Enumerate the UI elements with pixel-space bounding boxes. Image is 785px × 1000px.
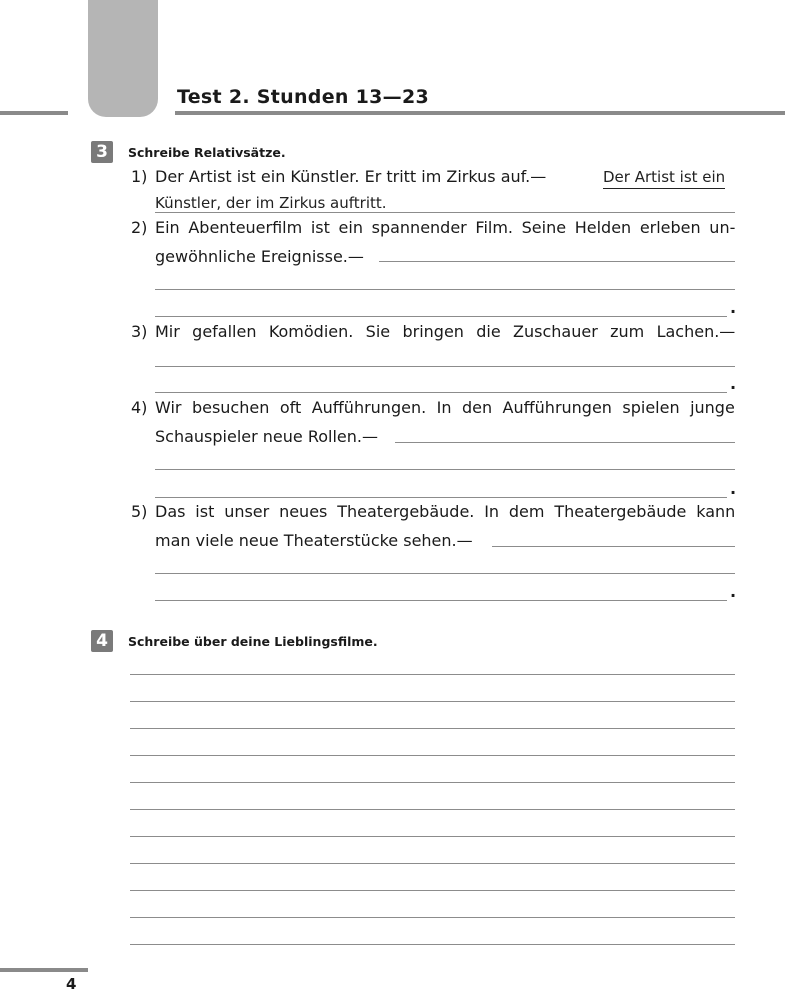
item-5-text-line2: man viele neue Theaterstücke sehen.—	[155, 531, 473, 550]
task-3-instruction: Schreibe Relativsätze.	[128, 145, 286, 160]
page-number: 4	[66, 975, 77, 993]
task-3-number: 3	[91, 141, 113, 163]
answer-line[interactable]	[155, 316, 727, 317]
answer-line[interactable]	[155, 212, 735, 213]
item-5-number: 5)	[131, 502, 148, 521]
item-4-text-line1: Wir besuchen oft Aufführungen. In den Aufführungen spielen junge	[155, 398, 735, 417]
answer-line[interactable]	[155, 469, 735, 470]
writing-line[interactable]	[130, 782, 735, 783]
writing-line[interactable]	[130, 701, 735, 702]
task-4-instruction: Schreibe über deine Lieblingsfilme.	[128, 634, 378, 649]
answer-line[interactable]	[395, 442, 735, 443]
header-tab	[88, 0, 158, 117]
header-rule-left	[0, 111, 68, 115]
writing-line[interactable]	[130, 890, 735, 891]
header-rule-right	[175, 111, 785, 115]
item-5-period: .	[730, 582, 737, 601]
item-1-number: 1)	[131, 167, 148, 186]
writing-line[interactable]	[130, 917, 735, 918]
answer-line[interactable]	[155, 600, 727, 601]
task-4-number: 4	[91, 630, 113, 652]
item-3-number: 3)	[131, 322, 148, 341]
answer-line[interactable]	[155, 289, 735, 290]
page-title: Test 2. Stunden 13—23	[177, 86, 430, 108]
writing-line[interactable]	[130, 944, 735, 945]
item-3-text: Mir gefallen Komödien. Sie bringen die Zuschauer zum Lachen.—	[155, 322, 736, 341]
item-5-text-line1: Das ist unser neues Theatergebäude. In dem Theatergebäude kann	[155, 502, 736, 521]
answer-line[interactable]	[155, 366, 735, 367]
footer-rule	[0, 968, 88, 972]
item-2-text-line1: Ein Abenteuerfilm ist ein spannender Film. Seine Helden erleben un-	[155, 218, 736, 237]
item-2-period: .	[730, 298, 737, 317]
answer-line[interactable]	[155, 392, 727, 393]
answer-line[interactable]	[155, 573, 735, 574]
writing-line[interactable]	[130, 836, 735, 837]
answer-line[interactable]	[492, 546, 735, 547]
writing-line[interactable]	[130, 809, 735, 810]
item-1-text: Der Artist ist ein Künstler. Er tritt im Zirkus auf.—	[155, 167, 547, 186]
item-2-text-line2: gewöhnliche Ereignisse.—	[155, 247, 364, 266]
item-1-answer-part1: Der Artist ist ein	[603, 166, 725, 189]
answer-line[interactable]	[379, 261, 735, 262]
writing-line[interactable]	[130, 674, 735, 675]
item-3-period: .	[730, 374, 737, 393]
item-4-period: .	[730, 479, 737, 498]
item-1-answer-part2: Künstler, der im Zirkus auftritt.	[155, 194, 387, 212]
item-2-number: 2)	[131, 218, 148, 237]
writing-line[interactable]	[130, 728, 735, 729]
writing-line[interactable]	[130, 755, 735, 756]
writing-line[interactable]	[130, 863, 735, 864]
item-4-text-line2: Schauspieler neue Rollen.—	[155, 427, 378, 446]
item-4-number: 4)	[131, 398, 148, 417]
